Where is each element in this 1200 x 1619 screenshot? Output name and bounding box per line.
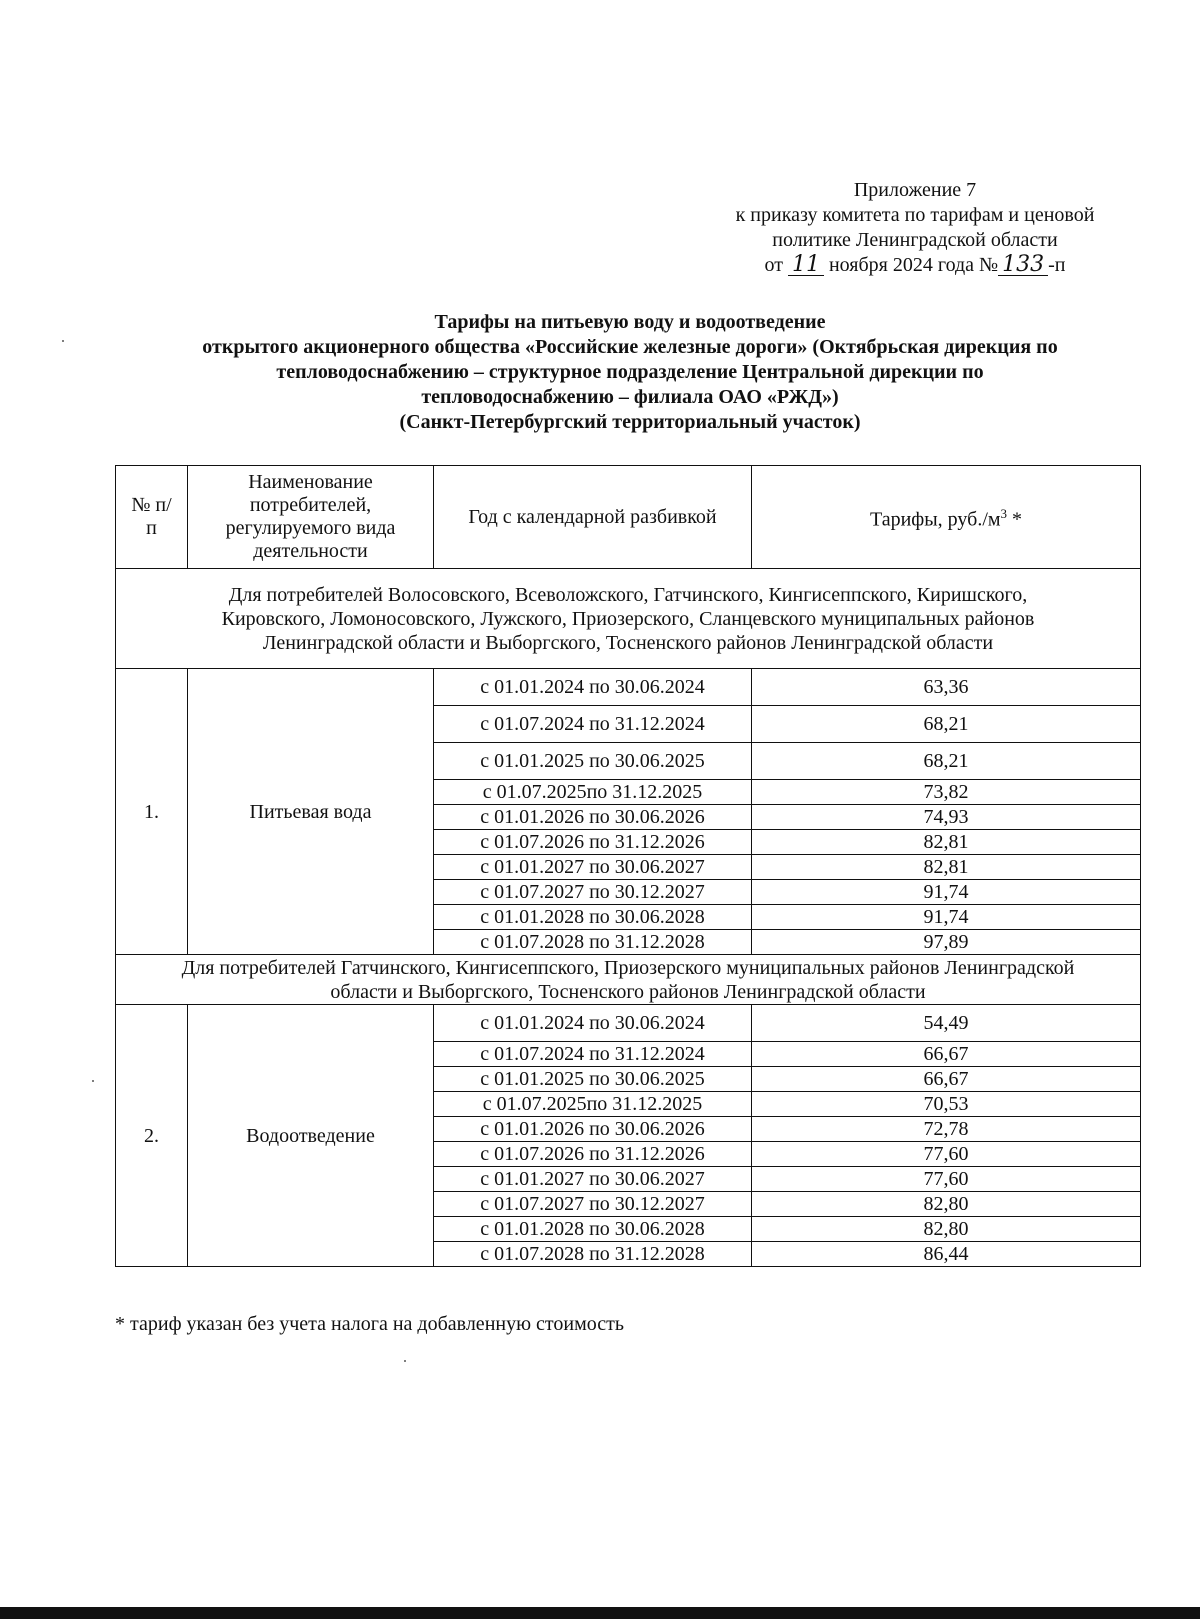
service-name: Водоотведение	[188, 1005, 434, 1267]
table-row	[116, 1005, 1141, 1042]
tariff-cell: 66,67	[752, 1042, 1141, 1067]
tariff-cell: 86,44	[752, 1242, 1141, 1267]
period-cell: с 01.07.2024 по 31.12.2024	[434, 706, 752, 743]
appendix-number: Приложение 7	[853, 179, 977, 201]
section-heading: Для потребителей Гатчинского, Кингисеппского, Приозерского муниципальных районов Ленинградской области и Выборгского, Тосненского районов Ленинградской области	[116, 955, 1141, 1005]
period-cell: с 01.07.2028 по 31.12.2028	[434, 930, 752, 955]
period-cell: с 01.01.2024 по 30.06.2024	[434, 1005, 752, 1042]
header-number: № п/п	[116, 466, 188, 569]
row-number: 1.	[116, 669, 188, 955]
tariff-cell: 68,21	[752, 743, 1141, 780]
tariff-cell: 73,82	[752, 780, 1141, 805]
title-line: тепловодоснабжению – филиала ОАО «РЖД»)	[421, 386, 839, 408]
title-line: тепловодоснабжению – структурное подразделение Центральной дирекции по	[276, 361, 984, 383]
tariff-cell: 91,74	[752, 905, 1141, 930]
tariff-cell: 82,81	[752, 855, 1141, 880]
period-cell: с 01.01.2024 по 30.06.2024	[434, 669, 752, 706]
tariff-cell: 72,78	[752, 1117, 1141, 1142]
tariff-cell: 74,93	[752, 805, 1141, 830]
footnote: * тариф указан без учета налога на добавленную стоимость	[115, 1313, 624, 1335]
period-cell: с 01.01.2026 по 30.06.2026	[434, 1117, 752, 1142]
period-cell: с 01.07.2028 по 31.12.2028	[434, 1242, 752, 1267]
period-cell: с 01.01.2028 по 30.06.2028	[434, 1217, 752, 1242]
period-cell: с 01.07.2026 по 31.12.2026	[434, 830, 752, 855]
section-heading-row	[116, 569, 1141, 669]
period-cell: с 01.01.2025 по 30.06.2025	[434, 743, 752, 780]
table-header-row	[116, 466, 1141, 569]
section-heading-row	[116, 955, 1141, 1005]
title-line: Тарифы на питьевую воду и водоотведение	[434, 311, 826, 333]
appendix-committee-line: политике Ленинградской области	[772, 229, 1058, 251]
header-tariff: Тарифы, $руб./м^3$ *	[752, 466, 1141, 569]
row-number: 2.	[116, 1005, 188, 1267]
period-cell: с 01.07.2027 по 30.12.2027	[434, 880, 752, 905]
document-title	[110, 310, 1150, 435]
section-heading: Для потребителей Волосовского, Всеволожского, Гатчинского, Кингисеппского, Киришского, Кировского, Ломоносовского, Лужского, Приозерского, Сланцевского муниципальных районов Ленинградской области и Выборгского, Тосненского районов Ленинградской области	[116, 569, 1141, 669]
tariff-cell: 63,36	[752, 669, 1141, 706]
period-cell: с 01.01.2027 по 30.06.2027	[434, 855, 752, 880]
tariff-cell: 66,67	[752, 1067, 1141, 1092]
tariff-cell: 70,53	[752, 1092, 1141, 1117]
scan-speck	[404, 1360, 406, 1362]
tariff-cell: 77,60	[752, 1142, 1141, 1167]
scan-speck	[62, 340, 64, 342]
period-cell: с 01.01.2028 по 30.06.2028	[434, 905, 752, 930]
tariff-cell: 97,89	[752, 930, 1141, 955]
period-cell: с 01.01.2025 по 30.06.2025	[434, 1067, 752, 1092]
handwritten-order-number: 133	[998, 255, 1048, 276]
period-cell: с 01.07.2026 по 31.12.2026	[434, 1142, 752, 1167]
tariff-table	[115, 465, 1141, 1267]
handwritten-day: 11	[788, 255, 824, 276]
appendix-date-line: от 11 ноября 2024 года № 133 -п	[764, 252, 1066, 277]
title-line: (Санкт-Петербургский территориальный участок)	[399, 411, 861, 433]
title-line: открытого акционерного общества «Российские железные дороги» (Октябрьская дирекция по	[202, 336, 1058, 358]
tariff-cell: 82,80	[752, 1192, 1141, 1217]
period-cell: с 01.07.2025по 31.12.2025	[434, 1092, 752, 1117]
tariff-cell: 82,80	[752, 1217, 1141, 1242]
header-name: Наименование потребителей, регулируемого вида деятельности	[188, 466, 434, 569]
header-period: Год с календарной разбивкой	[434, 466, 752, 569]
table-row	[116, 669, 1141, 706]
tariff-cell: 68,21	[752, 706, 1141, 743]
period-cell: с 01.07.2025по 31.12.2025	[434, 780, 752, 805]
tariff-cell: 54,49	[752, 1005, 1141, 1042]
period-cell: с 01.07.2024 по 31.12.2024	[434, 1042, 752, 1067]
period-cell: с 01.01.2026 по 30.06.2026	[434, 805, 752, 830]
period-cell: с 01.01.2027 по 30.06.2027	[434, 1167, 752, 1192]
tariff-cell: 91,74	[752, 880, 1141, 905]
scan-edge-bar	[0, 1607, 1200, 1619]
scan-speck	[92, 1080, 94, 1082]
tariff-cell: 77,60	[752, 1167, 1141, 1192]
period-cell: с 01.07.2027 по 30.12.2027	[434, 1192, 752, 1217]
appendix-order-line: к приказу комитета по тарифам и ценовой	[735, 204, 1095, 226]
tariff-cell: 82,81	[752, 830, 1141, 855]
appendix-reference	[680, 178, 1150, 278]
service-name: Питьевая вода	[188, 669, 434, 955]
